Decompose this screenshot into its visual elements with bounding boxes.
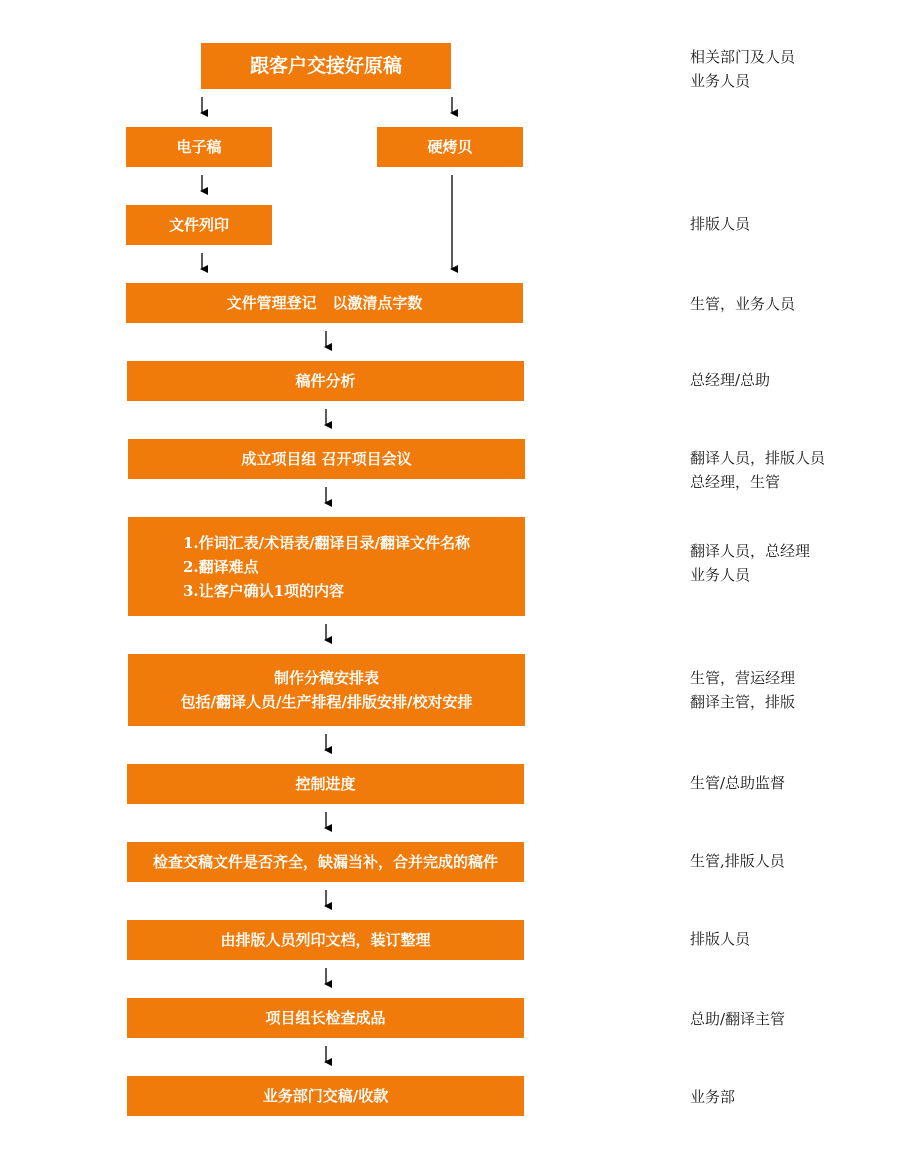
step-glossary-line-1: 1.作词汇表/术语表/翻译目录/翻译文件名称	[182, 533, 471, 552]
step-electronic-label: 电子稿	[176, 138, 222, 156]
step-check-label: 检查交稿文件是否齐全，缺漏当补，合并完成的稿件	[152, 853, 498, 871]
role-header-line-2: 业务人员	[690, 72, 751, 90]
step-analysis-label: 稿件分析	[295, 372, 356, 390]
role-progress-line-1: 生管/总助监督	[690, 774, 786, 792]
step-glossary-line-2: 2.翻译难点	[182, 557, 259, 576]
step-header-label: 跟客户交接好原稿	[249, 54, 402, 77]
step-setup-label: 成立项目组 召开项目会议	[241, 450, 412, 468]
role-delivery-line-1: 业务部	[690, 1088, 736, 1106]
step-register-label: 文件管理登记 以激清点字数	[226, 294, 423, 312]
role-header-line-1: 相关部门及人员	[690, 48, 796, 66]
role-schedule-line-2: 翻译主管，排版	[690, 693, 796, 711]
step-inspect-label: 项目组长检查成品	[265, 1009, 386, 1027]
role-register-line-1: 生管，业务人员	[690, 295, 796, 313]
role-inspect-line-1: 总助/翻译主管	[690, 1010, 786, 1028]
step-layout-label: 由排版人员列印文档，装订整理	[220, 931, 431, 949]
role-glossary-line-1: 翻译人员，总经理	[690, 542, 811, 560]
step-glossary-line-3: 3.让客户确认1项的内容	[182, 581, 345, 600]
step-schedule-line-1: 制作分稿安排表	[273, 669, 379, 687]
role-analysis-line-1: 总经理/总助	[690, 371, 771, 389]
role-print-line-1: 排版人员	[690, 215, 751, 233]
role-setup-line-2: 总经理，生管	[690, 473, 781, 491]
step-progress-label: 控制进度	[295, 775, 356, 793]
role-setup-line-1: 翻译人员，排版人员	[690, 449, 826, 467]
role-glossary-line-2: 业务人员	[690, 566, 751, 584]
role-layout-line-1: 排版人员	[690, 930, 751, 948]
role-schedule-line-1: 生管，营运经理	[690, 669, 796, 687]
step-delivery-label: 业务部门交稿/收款	[262, 1087, 389, 1105]
step-hardcopy-label: 硬烤贝	[427, 138, 473, 156]
step-print-label: 文件列印	[168, 216, 229, 234]
step-schedule-line-2: 包括/翻译人员/生产排程/排版安排/校对安排	[180, 693, 473, 711]
role-check-line-1: 生管,排版人员	[690, 852, 785, 870]
